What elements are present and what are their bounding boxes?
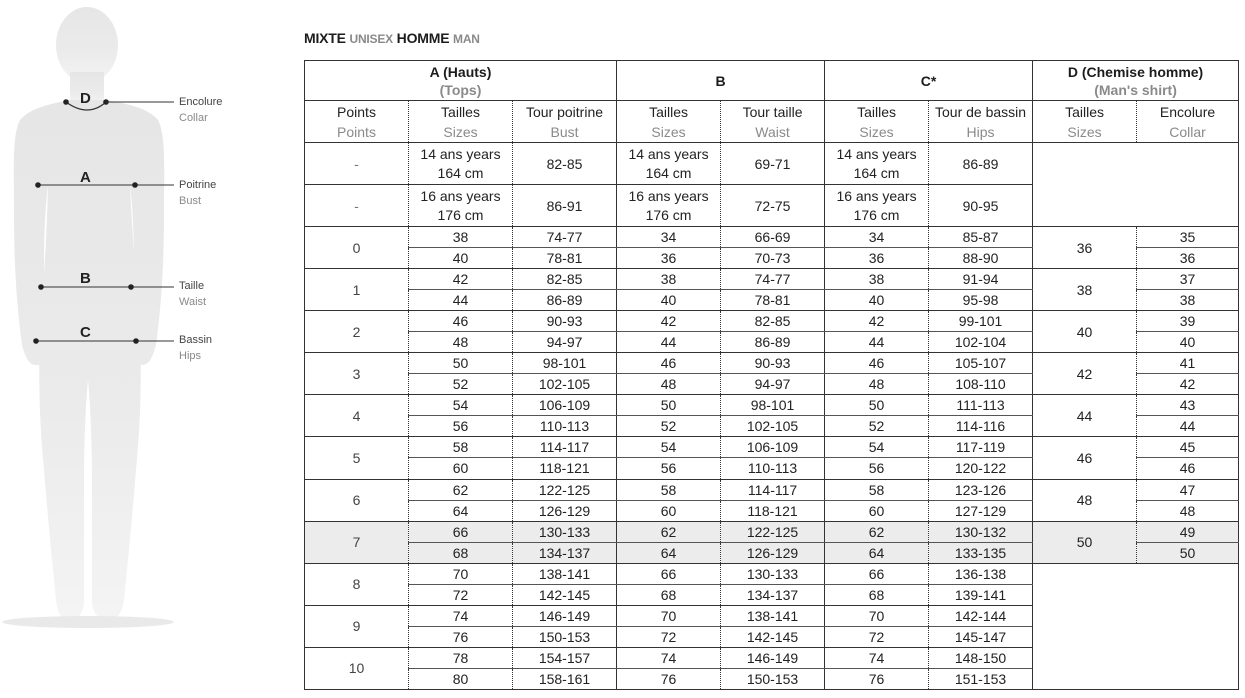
size-cell: 38	[825, 269, 929, 290]
group-header-en: (Man's shirt)	[1094, 81, 1177, 98]
waist-cell: 134-137	[721, 584, 825, 605]
bust-cell: 142-145	[513, 584, 617, 605]
hips-cell: 139-141	[929, 584, 1033, 605]
column-header	[929, 101, 1033, 143]
bust-cell: 78-81	[513, 248, 617, 269]
size-cell: 40	[617, 290, 721, 311]
size-cell: 46	[825, 353, 929, 374]
size-cell: 56	[617, 458, 721, 479]
hips-cell: 133-135	[929, 542, 1033, 563]
silhouette-graphic	[0, 0, 300, 698]
size-chart-table	[304, 60, 1239, 690]
size-cell: 62	[825, 521, 929, 542]
size-cell: 52	[825, 416, 929, 437]
sub-header-row	[305, 101, 1239, 143]
size-cell: 40	[825, 290, 929, 311]
collar-cell: 39	[1137, 311, 1239, 332]
shirt-empty-cell	[1033, 143, 1239, 227]
bust-cell: 82-85	[513, 143, 617, 185]
column-header	[1137, 101, 1239, 143]
size-cell: 52	[409, 374, 513, 395]
group-header-fr: B	[715, 72, 726, 89]
size-cell: 52	[617, 416, 721, 437]
bust-cell: 110-113	[513, 416, 617, 437]
size-cell: 66	[617, 563, 721, 584]
size-cell: 40	[409, 248, 513, 269]
collar-cell: 44	[1137, 416, 1239, 437]
table-row	[305, 395, 1239, 416]
size-cell: 68	[617, 584, 721, 605]
age-label: 14 ans years	[628, 145, 709, 162]
size-cell: 70	[825, 605, 929, 626]
height-label: 164 cm	[853, 164, 900, 181]
collar-cell: 35	[1137, 227, 1239, 248]
bust-cell: 94-97	[513, 332, 617, 353]
measure-label-bust	[179, 177, 216, 209]
column-header	[1033, 101, 1137, 143]
hips-cell: 127-129	[929, 500, 1033, 521]
hips-cell: 108-110	[929, 374, 1033, 395]
hips-cell: 102-104	[929, 332, 1033, 353]
size-cell: 64	[409, 500, 513, 521]
size-cell: 36	[617, 248, 721, 269]
points-cell: 7	[305, 521, 409, 563]
collar-cell: 41	[1137, 353, 1239, 374]
size-cell: 42	[409, 269, 513, 290]
column-header-en: Collar	[1169, 123, 1206, 140]
size-cell: 56	[409, 416, 513, 437]
size-cell: 70	[409, 563, 513, 584]
hips-cell: 99-101	[929, 311, 1033, 332]
size-cell: 50	[409, 353, 513, 374]
collar-cell: 48	[1137, 500, 1239, 521]
size-cell: 66	[409, 521, 513, 542]
size-cell: 60	[825, 500, 929, 521]
bust-cell: 90-93	[513, 311, 617, 332]
title-unisex: UNISEX	[349, 32, 393, 46]
waist-cell: 138-141	[721, 605, 825, 626]
hips-cell: 111-113	[929, 395, 1033, 416]
bust-cell: 82-85	[513, 269, 617, 290]
size-cell: 68	[409, 542, 513, 563]
size-cell	[825, 185, 929, 227]
waist-cell: 82-85	[721, 311, 825, 332]
measure-label-hips	[179, 332, 212, 364]
measure-label-en: Hips	[179, 350, 202, 362]
bust-cell: 134-137	[513, 542, 617, 563]
collar-cell: 40	[1137, 332, 1239, 353]
shirt-size-cell: 40	[1033, 311, 1137, 353]
age-label: 14 ans years	[420, 145, 501, 162]
height-label: 176 cm	[645, 206, 692, 223]
column-header-fr: Tour de bassin	[935, 103, 1027, 120]
table-row	[305, 269, 1239, 290]
size-cell: 48	[409, 332, 513, 353]
size-cell	[409, 185, 513, 227]
bust-cell: 158-161	[513, 668, 617, 689]
hips-cell: 95-98	[929, 290, 1033, 311]
size-cell: 54	[825, 437, 929, 458]
size-cell: 58	[617, 479, 721, 500]
size-cell: 42	[617, 311, 721, 332]
hips-cell: 86-89	[929, 143, 1033, 185]
measure-label-fr: Bassin	[179, 334, 213, 346]
body-silhouette	[0, 0, 300, 698]
size-cell: 56	[825, 458, 929, 479]
size-cell: 72	[409, 584, 513, 605]
hips-cell: 85-87	[929, 227, 1033, 248]
waist-cell: 74-77	[721, 269, 825, 290]
hips-cell: 136-138	[929, 563, 1033, 584]
waist-cell: 66-69	[721, 227, 825, 248]
waist-cell: 78-81	[721, 290, 825, 311]
shirt-size-cell: 48	[1033, 479, 1137, 521]
group-header-a	[305, 61, 617, 101]
hips-cell: 123-126	[929, 479, 1033, 500]
points-cell: 0	[305, 227, 409, 269]
bust-cell: 114-117	[513, 437, 617, 458]
points-cell: 1	[305, 269, 409, 311]
size-cell: 60	[409, 458, 513, 479]
bust-cell: 98-101	[513, 353, 617, 374]
bust-cell: 150-153	[513, 626, 617, 647]
column-header-en: Bust	[550, 123, 579, 140]
height-label: 176 cm	[853, 206, 900, 223]
size-cell: 58	[825, 479, 929, 500]
shirt-size-cell: 46	[1033, 437, 1137, 479]
column-header-fr: Tailles	[441, 103, 480, 120]
size-cell: 54	[409, 395, 513, 416]
bust-cell: 74-77	[513, 227, 617, 248]
size-cell: 72	[617, 626, 721, 647]
points-cell: -	[305, 185, 409, 227]
points-cell: 5	[305, 437, 409, 479]
column-header	[409, 101, 513, 143]
size-cell: 38	[409, 227, 513, 248]
size-cell: 76	[825, 668, 929, 689]
size-cell: 34	[617, 227, 721, 248]
points-cell: 4	[305, 395, 409, 437]
waist-cell: 150-153	[721, 668, 825, 689]
measure-label-waist	[179, 278, 206, 310]
title-man: MAN	[453, 32, 480, 46]
size-cell: 44	[825, 332, 929, 353]
column-header	[305, 101, 409, 143]
column-header-fr: Tour poitrine	[525, 103, 604, 120]
waist-cell: 114-117	[721, 479, 825, 500]
column-header-fr: Tailles	[649, 103, 688, 120]
column-header-fr: Points	[337, 103, 376, 120]
size-cell: 80	[409, 668, 513, 689]
height-label: 164 cm	[437, 164, 484, 181]
age-label: 14 ans years	[836, 145, 917, 162]
waist-cell: 102-105	[721, 416, 825, 437]
column-header-en: Sizes	[651, 123, 686, 140]
table-row	[305, 143, 1239, 185]
collar-cell: 49	[1137, 521, 1239, 542]
waist-cell: 110-113	[721, 458, 825, 479]
points-cell: 10	[305, 647, 409, 689]
height-label: 164 cm	[645, 164, 692, 181]
size-cell: 74	[409, 605, 513, 626]
size-cell: 64	[617, 542, 721, 563]
hips-cell: 130-132	[929, 521, 1033, 542]
hips-cell: 142-144	[929, 605, 1033, 626]
column-header-fr: Tour taille	[742, 103, 803, 120]
points-cell: 6	[305, 479, 409, 521]
size-cell: 78	[409, 647, 513, 668]
group-header-fr: A (Hauts)	[429, 63, 492, 80]
size-cell	[825, 143, 929, 185]
hips-cell: 105-107	[929, 353, 1033, 374]
shirt-empty-cell	[1033, 563, 1239, 689]
measure-label-en: Bust	[179, 195, 202, 207]
waist-cell: 118-121	[721, 500, 825, 521]
measure-letter-b: B	[80, 270, 91, 287]
group-header-fr: C*	[920, 72, 937, 89]
size-cell: 34	[825, 227, 929, 248]
shirt-size-cell: 36	[1033, 227, 1137, 269]
measure-label-collar	[179, 94, 222, 126]
table-row	[305, 227, 1239, 248]
column-header-fr: Tailles	[857, 103, 896, 120]
size-cell: 66	[825, 563, 929, 584]
bust-cell: 102-105	[513, 374, 617, 395]
group-header-fr: D (Chemise homme)	[1067, 63, 1204, 80]
column-header	[825, 101, 929, 143]
column-header	[617, 101, 721, 143]
size-cell	[617, 185, 721, 227]
collar-cell: 50	[1137, 542, 1239, 563]
group-header-en: (Tops)	[439, 81, 482, 98]
size-cell: 48	[825, 374, 929, 395]
size-cell: 38	[617, 269, 721, 290]
bust-cell: 86-91	[513, 185, 617, 227]
size-cell: 68	[825, 584, 929, 605]
size-cell: 50	[617, 395, 721, 416]
waist-cell: 90-93	[721, 353, 825, 374]
column-header-en: Waist	[755, 123, 790, 140]
size-cell: 46	[409, 311, 513, 332]
size-cell: 72	[825, 626, 929, 647]
size-cell: 76	[409, 626, 513, 647]
column-header	[513, 101, 617, 143]
collar-cell: 37	[1137, 269, 1239, 290]
waist-cell: 98-101	[721, 395, 825, 416]
points-cell: 2	[305, 311, 409, 353]
size-cell: 44	[409, 290, 513, 311]
waist-cell: 69-71	[721, 143, 825, 185]
waist-cell: 86-89	[721, 332, 825, 353]
waist-cell: 146-149	[721, 647, 825, 668]
column-header-en: Points	[337, 123, 376, 140]
group-header-d	[1033, 61, 1239, 101]
size-cell	[409, 143, 513, 185]
measure-letter-c: C	[80, 324, 91, 341]
column-header-en: Sizes	[859, 123, 894, 140]
size-cell: 62	[617, 521, 721, 542]
bust-cell: 126-129	[513, 500, 617, 521]
hips-cell: 88-90	[929, 248, 1033, 269]
column-header	[721, 101, 825, 143]
collar-cell: 43	[1137, 395, 1239, 416]
shirt-size-cell: 42	[1033, 353, 1137, 395]
bust-cell: 130-133	[513, 521, 617, 542]
waist-cell: 94-97	[721, 374, 825, 395]
measure-label-fr: Encolure	[179, 96, 223, 108]
column-header-fr: Encolure	[1159, 103, 1216, 120]
bust-cell: 146-149	[513, 605, 617, 626]
measure-label-fr: Poitrine	[179, 179, 217, 191]
bust-cell: 86-89	[513, 290, 617, 311]
size-cell: 46	[617, 353, 721, 374]
size-cell: 70	[617, 605, 721, 626]
table-row	[305, 311, 1239, 332]
shirt-size-cell: 50	[1033, 521, 1137, 563]
hips-cell: 145-147	[929, 626, 1033, 647]
size-cell	[617, 143, 721, 185]
waist-cell: 142-145	[721, 626, 825, 647]
bust-cell: 118-121	[513, 458, 617, 479]
size-cell: 44	[617, 332, 721, 353]
table-row	[305, 353, 1239, 374]
bust-cell: 138-141	[513, 563, 617, 584]
bust-cell: 154-157	[513, 647, 617, 668]
collar-cell: 46	[1137, 458, 1239, 479]
column-header-en: Hips	[966, 123, 995, 140]
hips-cell: 148-150	[929, 647, 1033, 668]
hips-cell: 120-122	[929, 458, 1033, 479]
waist-cell: 126-129	[721, 542, 825, 563]
group-header-c	[825, 61, 1033, 101]
size-cell: 74	[617, 647, 721, 668]
bust-cell: 122-125	[513, 479, 617, 500]
size-chart-body	[305, 143, 1239, 690]
size-cell: 36	[825, 248, 929, 269]
page-title	[304, 30, 480, 46]
points-cell: 9	[305, 605, 409, 647]
collar-cell: 38	[1137, 290, 1239, 311]
title-mixte: MIXTE	[304, 30, 346, 46]
age-label: 16 ans years	[420, 187, 501, 204]
size-cell: 76	[617, 668, 721, 689]
collar-cell: 36	[1137, 248, 1239, 269]
size-cell: 64	[825, 542, 929, 563]
size-cell: 60	[617, 500, 721, 521]
collar-cell: 45	[1137, 437, 1239, 458]
column-header-en: Sizes	[1067, 123, 1102, 140]
waist-cell: 130-133	[721, 563, 825, 584]
waist-cell: 106-109	[721, 437, 825, 458]
age-label: 16 ans years	[836, 187, 917, 204]
size-cell: 62	[409, 479, 513, 500]
size-cell: 42	[825, 311, 929, 332]
shirt-size-cell: 38	[1033, 269, 1137, 311]
hips-cell: 151-153	[929, 668, 1033, 689]
table-row	[305, 563, 1239, 584]
hips-cell: 91-94	[929, 269, 1033, 290]
height-label: 176 cm	[437, 206, 484, 223]
points-cell: 3	[305, 353, 409, 395]
waist-cell: 122-125	[721, 521, 825, 542]
size-cell: 50	[825, 395, 929, 416]
column-header-fr: Tailles	[1065, 103, 1104, 120]
group-header-row	[305, 61, 1239, 101]
collar-cell: 47	[1137, 479, 1239, 500]
table-row	[305, 437, 1239, 458]
waist-cell: 70-73	[721, 248, 825, 269]
shirt-size-cell: 44	[1033, 395, 1137, 437]
bust-cell: 106-109	[513, 395, 617, 416]
waist-cell: 72-75	[721, 185, 825, 227]
measure-letter-a: A	[80, 169, 91, 186]
group-header-b	[617, 61, 825, 101]
measure-label-en: Collar	[179, 112, 208, 124]
hips-cell: 114-116	[929, 416, 1033, 437]
size-cell: 54	[617, 437, 721, 458]
measure-label-fr: Taille	[179, 280, 205, 292]
size-cell: 58	[409, 437, 513, 458]
size-cell: 74	[825, 647, 929, 668]
hips-cell: 90-95	[929, 185, 1033, 227]
title-homme: HOMME	[396, 30, 450, 46]
age-label: 16 ans years	[628, 187, 709, 204]
points-cell: 8	[305, 563, 409, 605]
measure-label-en: Waist	[179, 296, 207, 308]
points-cell: -	[305, 143, 409, 185]
size-cell: 48	[617, 374, 721, 395]
collar-cell: 42	[1137, 374, 1239, 395]
table-row	[305, 479, 1239, 500]
hips-cell: 117-119	[929, 437, 1033, 458]
table-row	[305, 521, 1239, 542]
column-header-en: Sizes	[443, 123, 478, 140]
measure-letter-d: D	[80, 90, 91, 107]
